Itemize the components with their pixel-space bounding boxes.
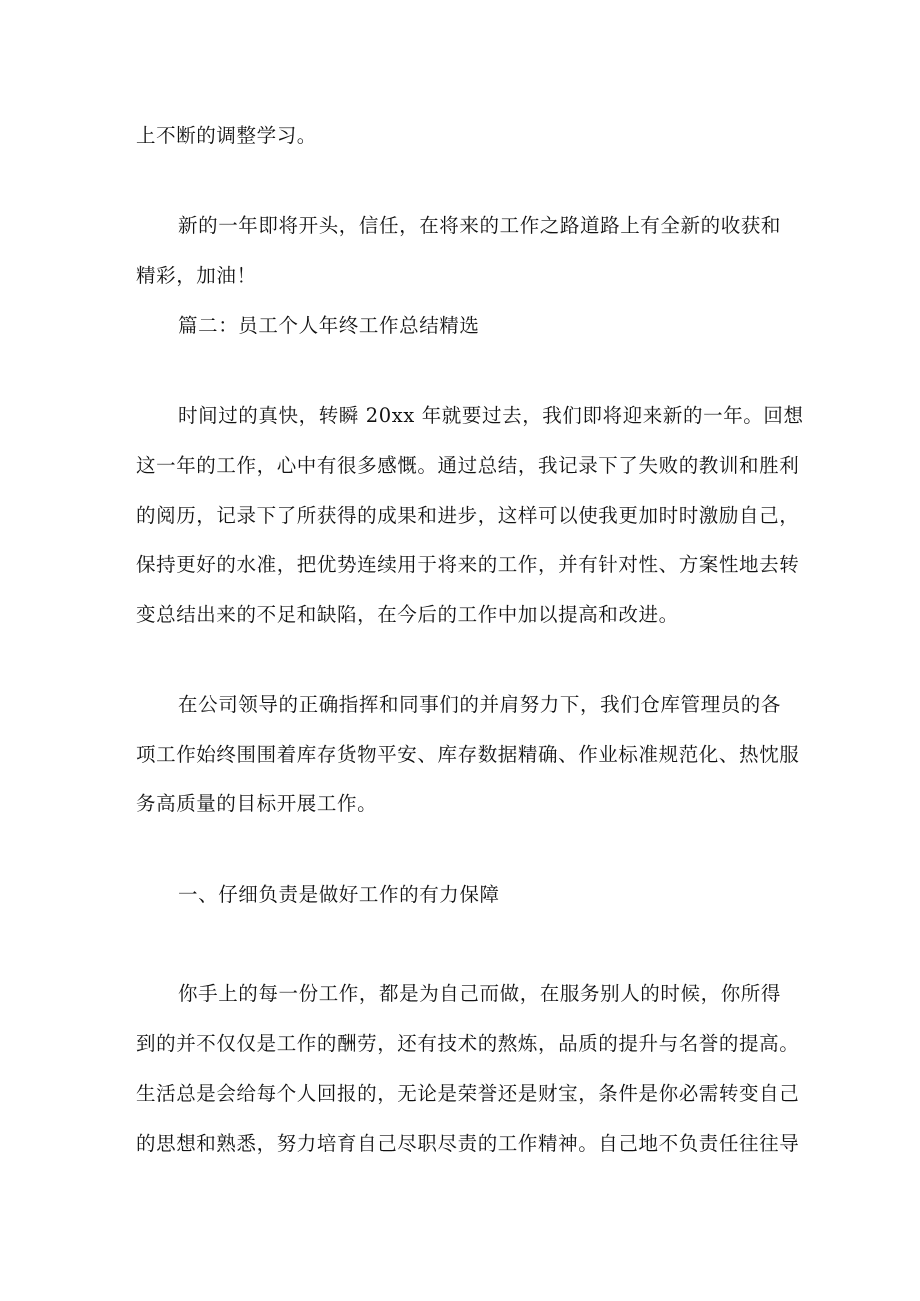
paragraph-work-line-4: 的思想和熟悉，努力培育自己尽职尽责的工作精神。自己地不负责任往往导 [136,1132,800,1155]
paragraph-company-line-2: 项工作始终围围着库存货物平安、库存数据精确、作业标准规范化、热忱服 [136,743,800,766]
paragraph-time-line-3: 的阅历，记录下了所获得的成果和进步，这样可以使我更加时时激励自己， [136,504,800,527]
paragraph-new-year-line-2: 精彩，加油！ [136,264,257,287]
section-heading-part-two: 篇二：员工个人年终工作总结精选 [178,314,480,337]
section-heading-responsibility: 一、仔细负责是做好工作的有力保障 [178,883,500,906]
paragraph-work-line-3: 生活总是会给每个人回报的，无论是荣誉还是财宝，条件是你必需转变自己 [136,1082,800,1105]
paragraph-work-line-1: 你手上的每一份工作，都是为自己而做，在服务别人的时候，你所得 [178,982,782,1005]
paragraph-time-line-1: 时间过的真快，转瞬 20xx 年就要过去，我们即将迎来新的一年。回想 [178,404,804,427]
paragraph-continuation-line: 上不断的调整学习。 [136,124,317,147]
paragraph-company-line-3: 务高质量的目标开展工作。 [136,792,378,815]
paragraph-work-line-2: 到的并不仅仅是工作的酬劳，还有技术的熬炼，品质的提升与名誉的提高。 [136,1032,800,1055]
paragraph-new-year-line-1: 新的一年即将开头，信任，在将来的工作之路道路上有全新的收获和 [178,214,782,237]
paragraph-time-line-4: 保持更好的水准，把优势连续用于将来的工作，并有针对性、方案性地去转 [136,553,800,576]
paragraph-company-line-1: 在公司领导的正确指挥和同事们的并肩努力下，我们仓库管理员的各 [178,693,782,716]
paragraph-time-line-5: 变总结出来的不足和缺陷，在今后的工作中加以提高和改进。 [136,603,679,626]
paragraph-time-line-2: 这一年的工作，心中有很多感慨。通过总结，我记录下了失败的教训和胜利 [136,454,800,477]
